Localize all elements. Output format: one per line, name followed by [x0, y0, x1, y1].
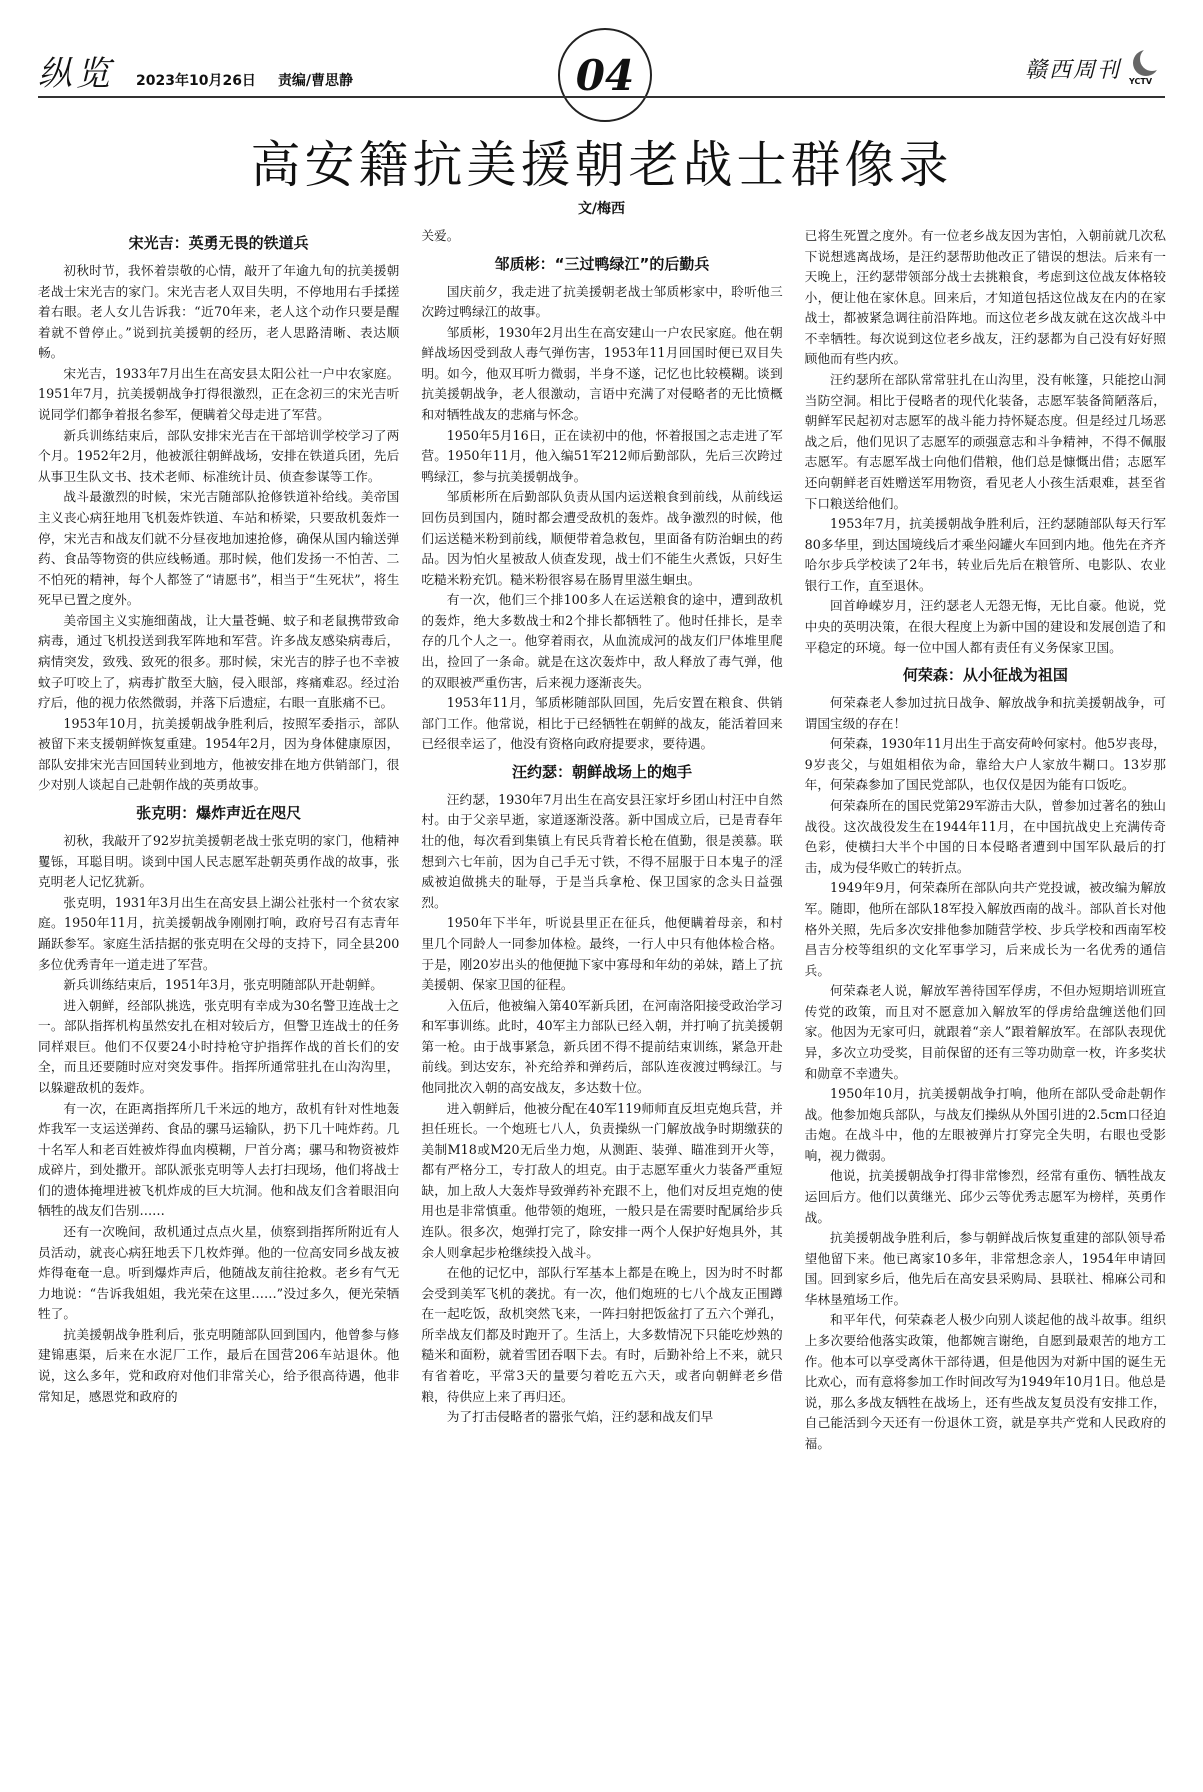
section-heading: 邹质彬：“三过鸭绿江”的后勤兵	[494, 254, 710, 273]
text-column-2	[421, 226, 782, 1786]
paragraph: 新兵训练结束后，部队安排宋光吉在干部培训学校学习了两个月。1952年2月，他被派往朝鲜战场，安排在铁道兵团，先后从事卫生队文书、技术老师、标准统计员、侦查参谋等工作。	[38, 427, 400, 484]
paper-name: 赣西周刊	[1024, 57, 1121, 83]
masthead-right	[1025, 50, 1165, 86]
paragraph: 1953年10月，抗美援朝战争胜利后，按照军委指示，部队被留下来支援朝鲜恢复重建。1954年2月，因为身体健康原因，部队安排宋光吉回国转业到地方，他被安排在地方供销部门，很少对别人谈起自己赴朝作战的英勇故事。	[38, 715, 400, 793]
article-title: 高安籍抗美援朝老战士群像录	[250, 136, 953, 194]
paragraph: 有一次，在距离指挥所几千米远的地方，敌机有针对性地轰炸我军一支运送弹药、食品的骡马运输队，扔下几十吨炸药。几十名军人和老百姓被炸得血肉模糊，尸首分离；骡马和物资被炸成碎片，到处撒开。部队派张克明等人去打扫现场，他们将战士们的遗体掩埋进被飞机炸成的巨大坑洞。他和战友们含着眼泪向牺牲的战友们告别……	[38, 1100, 400, 1219]
editor-credit: 责编/曹思静	[277, 73, 354, 89]
paragraph: 关爱。	[421, 228, 460, 243]
paragraph: 初秋，我敲开了92岁抗美援朝老战士张克明的家门，他精神矍铄，耳聪目明。谈到中国人民志愿军赴朝英勇作战的故事，张克明老人记忆犹新。	[38, 833, 400, 890]
paragraph: 新兵训练结束后，1951年3月，张克明随部队开赴朝鲜。	[63, 977, 383, 993]
paragraph: 张克明，1931年3月出生在高安县上湖公社张村一个贫农家庭。1950年11月，抗美援朝战争刚刚打响，政府号召有志青年踊跃参军。家庭生活拮据的张克明在父母的支持下，同全县200多位优秀青年一道走进了军营。	[38, 894, 400, 972]
paragraph: 回首峥嵘岁月，汪约瑟老人无怨无悔，无比自豪。他说，党中央的英明决策，在很大程度上为新中国的建设和发展创造了和平稳定的环境。每一位中国人都有责任有义务保家卫国。	[804, 598, 1166, 655]
masthead-left	[38, 46, 353, 95]
paragraph: 抗美援朝战争胜利后，张克明随部队回到国内，他曾参与修建锦惠渠，后来在水泥厂工作，最后在国营206车站退休。他说，这么多年，党和政府对他们非常关心，给予很高待遇，他非常知足，感恩党和政府的	[38, 1326, 400, 1404]
paragraph: 1950年5月16日，正在读初中的他，怀着报国之志走进了军营。1950年11月，他入编51军212师后勤部队，先后三次跨过鸭绿江，参与抗美援朝战争。	[421, 427, 783, 484]
paragraph: 美帝国主义实施细菌战，让大量苍蝇、蚊子和老鼠携带致命病毒，通过飞机投送到我军阵地和军营。许多战友感染病毒后，病情突发，致残、致死的很多。那时候，宋光吉的脖子也不幸被蚊子叮咬上了，病毒扩散至大脑，侵入眼部，疼痛难忍。经过治疗后，他的视力依然微弱，并落下后遗症，右眼一直胀痛不已。	[38, 612, 400, 711]
paragraph: 邹质彬所在后勤部队负责从国内运送粮食到前线，从前线运回伤员到国内，随时都会遭受敌机的轰炸。战争激烈的时候，他们运送糙米粉到前线，顺便带着急救包，里面备有防治蛔虫的药品。因为怕火星被敌人侦查发现，战士们不能生火煮饭，只好生吃糙米粉充饥。糙米粉很容易在肠胃里滋生蛔虫。	[421, 489, 783, 587]
paragraph: 初秋时节，我怀着崇敬的心情，敲开了年逾九旬的抗美援朝老战士宋光吉的家门。宋光吉老人双目失明，不停地用右手揉搓着右眼。老人女儿告诉我：“近70年来，老人这个动作只要是醒着就不曾停止。”说到抗美援朝的经历，老人思路清晰、表达顺畅。	[38, 263, 400, 361]
article-body	[38, 226, 1166, 1786]
section-name: 纵览	[38, 54, 114, 94]
paragraph: 入伍后，他被编入第40军新兵团，在河南洛阳接受政治学习和军事训练。此时，40军主力部队已经入朝，并打响了抗美援朝第一枪。由于战事紧急，新兵团不得不提前结束训练，紧急开赴前线。到达安东，补充给养和弹药后，部队连夜渡过鸭绿江。与他同批次入朝的高安战友，多达数十位。	[421, 997, 783, 1095]
paragraph: 还有一次晚间，敌机通过点点火星，侦察到指挥所附近有人员活动，就丧心病狂地丢下几枚炸弹。他的一位高安同乡战友被炸得奄奄一息。听到爆炸声后，他随战友前往抢救。老乡有气无力地说：“告诉我姐姐，我光荣在这里……”没过多久，便光荣牺牲了。	[38, 1224, 400, 1322]
logo-text: YCTV	[1129, 77, 1153, 86]
paragraph: 为了打击侵略者的嚣张气焰，汪约瑟和战友们早	[446, 1409, 714, 1425]
tv-station-logo-icon	[1129, 50, 1165, 86]
section-heading: 宋光吉：英勇无畏的铁道兵	[128, 234, 309, 252]
paragraph: 已将生死置之度外。有一位老乡战友因为害怕，入朝前就几次私下说想逃离战场，是汪约瑟帮助他改正了错误的想法。后来有一天晚上，汪约瑟带领部分战士去挑粮食，考虑到这位战友体格较小，便让他在家休息。回来后，才知道包括这位战友在内的在家战士，都被紧急调往前沿阵地。而这位老乡战友就在这次战斗中不幸牺牲。每次说到这位老乡战友，汪约瑟都为自己没有好好照顾他而有些内疚。	[804, 228, 1166, 367]
text-column-1	[38, 226, 399, 1786]
page-number: 04	[575, 50, 635, 100]
masthead-divider	[38, 96, 1165, 98]
paragraph: 1950年下半年，听说县里正在征兵，他便瞒着母亲，和村里几个同龄人一同参加体检。最终，一行人中只有他体检合格。于是，刚20岁出头的他便抛下家中寡母和年幼的弟妹，踏上了抗美援朝、保家卫国的征程。	[421, 915, 783, 993]
paragraph: 进入朝鲜，经部队挑选，张克明有幸成为30名警卫连战士之一。部队指挥机构虽然安扎在相对较后方，但警卫连战士的任务同样艰巨。他们不仅要24小时持枪守护指挥作战的首长们的安全，而且还要随时应对突发事件。指挥所通常驻扎在山沟沟里，以躲避敌机的轰炸。	[38, 997, 400, 1095]
paragraph: 和平年代，何荣森老人极少向别人谈起他的战斗故事。组织上多次要给他落实政策，他都婉言谢绝，自愿到最艰苦的地方工作。他本可以享受离休干部待遇，但是他因为对新中国的诞生无比欢心，而有意将参加工作时间改写为1949年10月1日。他总是说，那么多战友牺牲在战场上，还有些战友复员没有安排工作，自己能活到今天还有一份退休工资，就是享共产党和人民政府的福。	[804, 1312, 1166, 1451]
paragraph: 何荣森老人说，解放军善待国军俘虏，不但办短期培训班宣传党的政策，而且对不愿意加入解放军的俘虏给盘缠送他们回家。他因为无家可归，就跟着“亲人”跟着解放军。在部队表现优异，多次立功受奖，目前保留的还有三等功勋章一枚，许多奖状和勋章不幸遗失。	[804, 983, 1166, 1081]
paragraph: 进入朝鲜后，他被分配在40军119师师直反坦克炮兵营，并担任班长。一个炮班七八人，负责操纵一门解放战争时期缴获的美制M18或M20无后坐力炮，从测距、装弹、瞄准到开火等，都有严格分工，专打敌人的坦克。由于志愿军重火力装备严重短缺，加上敌人大轰炸导致弹药补充跟不上，他们对反坦克炮的使用也是非常慎重。他带领的炮班，一般只是在需要时配属给步兵连队。很多次，炮弹打完了，除安排一两个人保护好炮具外，其余人则拿起步枪继续投入战斗。	[421, 1100, 783, 1260]
paragraph: 国庆前夕，我走进了抗美援朝老战士邹质彬家中，聆听他三次跨过鸭绿江的故事。	[421, 283, 783, 320]
paragraph: 有一次，他们三个排100多人在运送粮食的途中，遭到敌机的轰炸，绝大多数战士和2个排长都牺牲了。他时任排长，是幸存的几个人之一。他穿着雨衣，从血流成河的战友们尸体堆里爬出，捡回了一条命。就是在这次轰炸中，敌人释放了毒气弹，他的双眼被严重伤害，后来视力逐渐丧失。	[421, 592, 783, 690]
paragraph: 汪约瑟，1930年7月出生在高安县汪家圩乡团山村汪中自然村。由于父亲早逝，家道逐渐没落。新中国成立后，已是青春年壮的他，每次看到集镇上有民兵背着长枪在值勤，很是羡慕。联想到六七年前，因为自己手无寸铁，不得不屈服于日本鬼子的淫威被迫做挑夫的耻辱，于是当兵拿枪、保卫国家的念头日益强烈。	[421, 791, 783, 910]
paragraph: 抗美援朝战争胜利后，参与朝鲜战后恢复重建的部队领导希望他留下来。他已离家10多年，非常想念亲人，1954年申请回国。回到家乡后，他先后在高安县采购局、县联社、棉麻公司和华林垦殖场工作。	[804, 1230, 1166, 1307]
paragraph: 何荣森老人参加过抗日战争、解放战争和抗美援朝战争，可谓国宝级的存在！	[804, 695, 1166, 731]
paragraph: 战斗最激烈的时候，宋光吉随部队抢修铁道补给线。美帝国主义丧心病狂地用飞机轰炸铁道、车站和桥梁，只要敌机轰炸一停，宋光吉和战友们就不分昼夜地加速抢修，确保从国内输送弹药、食品等物资的供应线畅通。那时候，他们发扬一不怕苦、二不怕死的精神，每个人都签了“请愿书”，相当于“生死状”，将生死早已置之度外。	[38, 489, 400, 608]
paragraph: 他说，抗美援朝战争打得非常惨烈，经常有重伤、牺牲战友运回后方。他们以黄继光、邱少云等优秀志愿军为榜样，英勇作战。	[804, 1168, 1166, 1225]
issue-date: 2023年10月26日	[136, 73, 256, 89]
section-heading: 汪约瑟：朝鲜战场上的炮手	[511, 762, 692, 781]
text-column-3	[805, 226, 1166, 1786]
paragraph: 汪约瑟所在部队常常驻扎在山沟里，没有帐篷，只能挖山洞当防空洞。相比于侵略者的现代化装备，志愿军装备简陋落后，朝鲜军民起初对志愿军的战斗能力持怀疑态度。但是经过几场恶战之后，他们见识了志愿军的顽强意志和斗争精神，不得不佩服志愿军。有志愿军战士向他们借粮，他们总是慷慨出借；志愿军还向朝鲜老百姓赠送军用物资，看见老人小孩生活艰难，甚至省下口粮送给他们。	[804, 372, 1166, 511]
page-masthead	[38, 44, 1165, 100]
paragraph: 1950年10月，抗美援朝战争打响，他所在部队受命赴朝作战。他参加炮兵部队，与战友们操纵从外国引进的2.5cm口径迫击炮。在战斗中，他的左眼被弹片打穿完全失明，右眼也受影响，视力微弱。	[804, 1086, 1166, 1163]
article-byline: 文/梅西	[577, 201, 626, 217]
paragraph: 1949年9月，何荣森所在部队向共产党投诚，被改编为解放军。随即，他所在部队18军投入解放西南的战斗。部队首长对他格外关照，先后多次安排他参加随营学校、步兵学校和西南军校昌吉分校等组织的文化军事学习，后来成长为一名优秀的通信兵。	[804, 880, 1166, 978]
section-heading: 张克明：爆炸声近在咫尺	[136, 804, 302, 823]
paragraph: 1953年7月，抗美援朝战争胜利后，汪约瑟随部队每天行军80多华里，到达国境线后才乘坐闷罐火车回到内地。他先在齐齐哈尔步兵学校读了2年书，转业后先后在粮管所、电影队、农业银行工作，直至退休。	[804, 516, 1166, 593]
paragraph: 在他的记忆中，部队行军基本上都是在晚上，因为时不时都会受到美军飞机的袭扰。有一次，他们炮班的七八个战友正围蹲在一起吃饭，敌机突然飞来，一阵扫射把饭盆打了五六个弹孔，所幸战友们都及时跑开了。生活上，大多数情况下只能吃炒熟的糙米和面粉，就着雪团吞咽下去。有时，后勤补给上不来，就只有省着吃，平常3天的量要匀着吃五六天，或者向朝鲜老乡借粮，待供应上来了再归还。	[421, 1265, 783, 1404]
paragraph: 何荣森，1930年11月出生于高安荷岭何家村。他5岁丧母，9岁丧父，与姐姐相依为命，靠给大户人家放牛糊口。13岁那年，何荣森参加了国民党部队，也仅仅是因为能有口饭吃。	[804, 736, 1166, 793]
paragraph: 宋光吉，1933年7月出生在高安县太阳公社一户中农家庭。1951年7月，抗美援朝战争打得很激烈，正在念初三的宋光吉听说同学们都争着报名参军，便瞒着父母走进了军营。	[38, 365, 400, 423]
paragraph: 何荣森所在的国民党第29军游击大队，曾参加过著名的独山战役。这次战役发生在1944年11月，在中国抗战史上充满传奇色彩，使横扫大半个中国的日本侵略者遭到中国军队最后的打击，成为侵华败亡的转折点。	[804, 798, 1166, 875]
page-number-badge	[558, 28, 652, 122]
crescent-moon-icon	[1133, 50, 1159, 76]
section-heading: 何荣森：从小征战为祖国	[902, 666, 1068, 685]
paragraph: 邹质彬，1930年2月出生在高安建山一户农民家庭。他在朝鲜战场因受到敌人毒气弹伤害，1953年11月回国时便已双目失明。如今，他双耳听力微弱，半身不遂，记忆也比较模糊。谈到抗美援朝战争，老人很激动，言语中充满了对侵略者的无比愤概和对牺牲战友的悲痛与怀念。	[421, 324, 783, 423]
paragraph: 1953年11月，邹质彬随部队回国，先后安置在粮食、供销部门工作。他常说，相比于已经牺牲在朝鲜的战友，能活着回来已经很幸运了，他没有资格向政府提要求，要待遇。	[421, 695, 783, 752]
